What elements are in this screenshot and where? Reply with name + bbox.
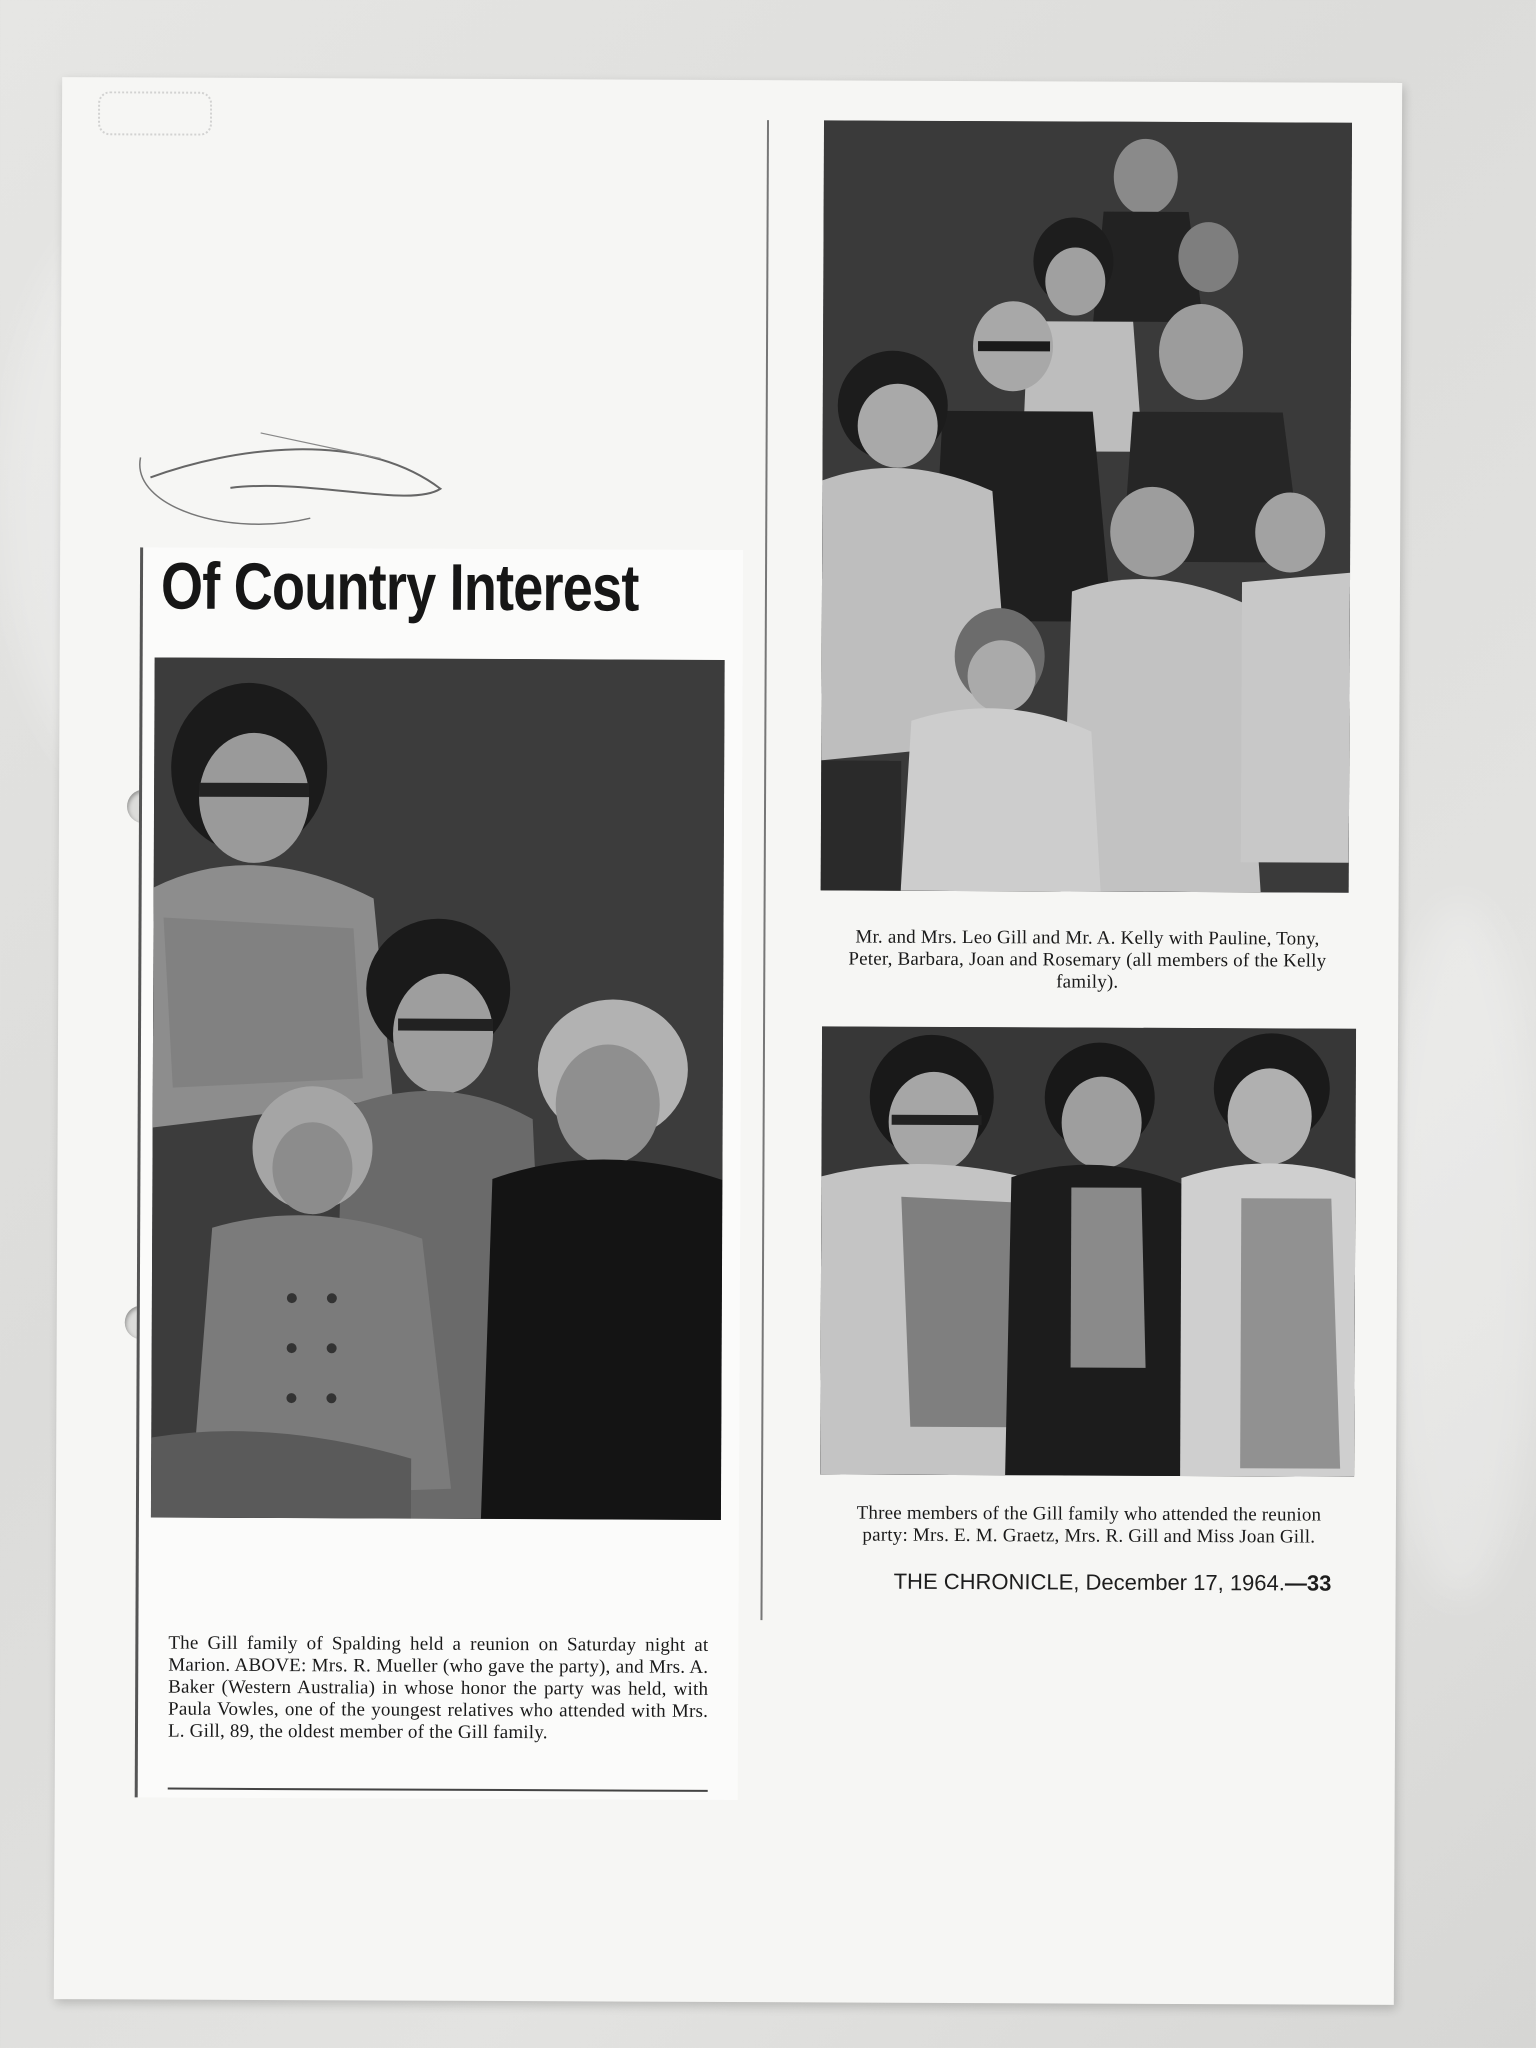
top-right-caption: Mr. and Mrs. Leo Gill and Mr. A. Kelly with Pauline, Tony, Peter, Barbara, Joan and Rosemary (all members of the Kelly family). [848,926,1327,993]
dateline [894,1569,1332,1597]
photo-bottom-right [820,1026,1356,1476]
faded-stamp-mark [98,91,212,135]
page-number: —33 [1284,1570,1332,1596]
bottom-right-caption: Three members of the Gill family who attended the reunion party: Mrs. E. M. Graetz, Mrs. R. Gill and Miss Joan Gill. [856,1502,1322,1548]
photo-left-image [151,657,725,1519]
pencil-scribble [110,417,511,549]
paper-sheet [54,77,1402,2005]
publication-date: December 17, 1964. [1085,1569,1285,1596]
photo-top-right-image [821,120,1352,892]
headline: Of Country Interest [160,548,639,625]
publication-name: THE CHRONICLE, [893,1568,1080,1595]
left-photo-caption: The Gill family of Spalding held a reunion on Saturday night at Marion. ABOVE: Mrs. R. Mueller (who gave the party), and Mrs. A. Baker (Western Australia) in whose honor the party was held, with Paula Vowles, one of the youngest relatives who attended with Mrs. L. Gill, 89, the oldest member of the Gill family. [167,1632,709,1744]
photo-left [151,657,725,1519]
photo-top-right [821,120,1352,892]
column-rule [168,1788,708,1792]
left-news-clipping [135,547,743,1800]
photo-bottom-right-image [820,1026,1356,1476]
column-divider [760,120,769,1620]
